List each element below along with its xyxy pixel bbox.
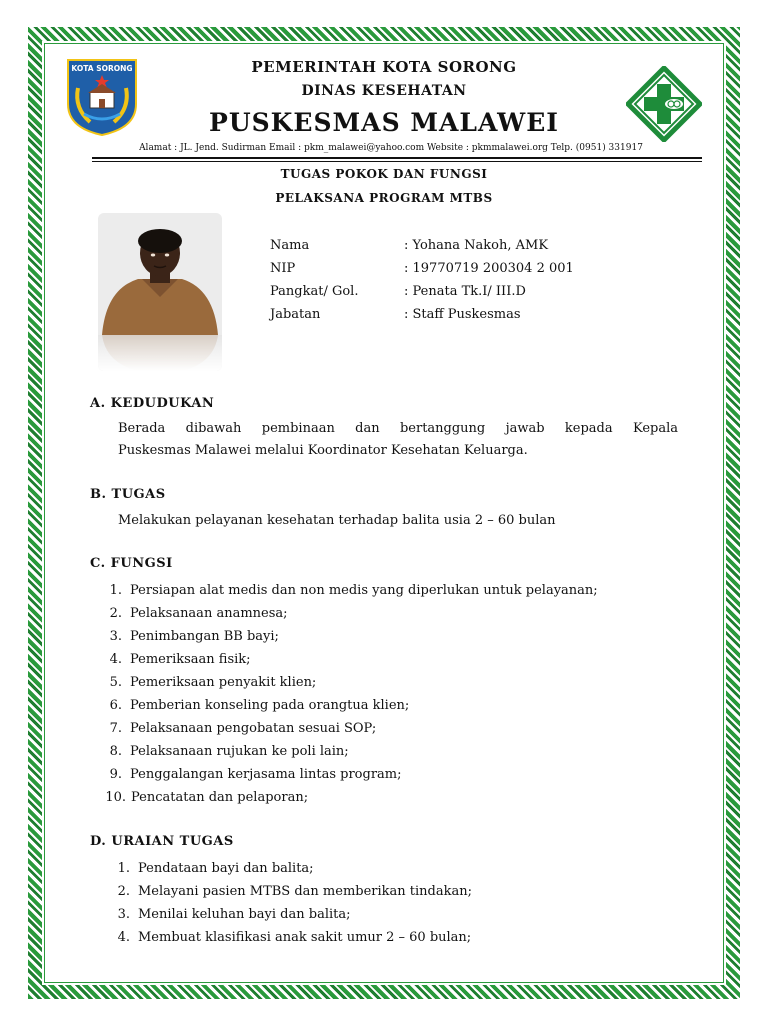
- document-subtitle: PELAKSANA PROGRAM MTBS: [275, 191, 493, 205]
- list-text: Pemeriksaan penyakit klien;: [130, 675, 317, 690]
- uraian-tugas-list: [108, 857, 472, 949]
- list-text: Melayani pasien MTBS dan memberikan tindakan;: [138, 884, 472, 899]
- list-number: 1.: [109, 583, 122, 598]
- list-item: [100, 740, 598, 763]
- fungsi-list: [100, 579, 598, 809]
- header-government: PEMERINTAH KOTA SORONG: [251, 58, 517, 76]
- list-number: 4.: [109, 652, 122, 667]
- info-row-pangkat: [270, 280, 574, 303]
- list-text: Pelaksanaan anamnesa;: [130, 606, 288, 621]
- section-heading-tugas: B. TUGAS: [90, 487, 166, 502]
- list-item: [100, 763, 598, 786]
- info-row-nama: [270, 234, 574, 257]
- header-puskesmas-name: PUSKESMAS MALAWEI: [209, 108, 559, 137]
- list-number: 8.: [109, 744, 122, 759]
- section-heading-uraian-tugas: D. URAIAN TUGAS: [90, 834, 234, 849]
- list-number: 5.: [109, 675, 122, 690]
- list-text: Penimbangan BB bayi;: [130, 629, 279, 644]
- list-number: 10.: [105, 790, 126, 805]
- list-number: 4.: [117, 930, 130, 945]
- paragraph-line: Berada dibawah pembinaan dan bertanggung jawab kepada Kepala: [118, 421, 678, 436]
- list-text: Pelaksanaan pengobatan sesuai SOP;: [130, 721, 377, 736]
- list-number: 7.: [109, 721, 122, 736]
- section-heading-fungsi: C. FUNGSI: [90, 556, 173, 571]
- info-value: : 19770719 200304 2 001: [404, 261, 574, 276]
- list-item: [100, 694, 598, 717]
- section-kedudukan-text: [118, 418, 678, 462]
- list-number: 6.: [109, 698, 122, 713]
- list-text: Pencatatan dan pelaporan;: [131, 790, 309, 805]
- list-number: 2.: [117, 884, 130, 899]
- document-title: TUGAS POKOK DAN FUNGSI: [280, 167, 488, 181]
- header-address: Alamat : JL. Jend. Sudirman Email : pkm_malawei@yahoo.com Website : pkmmalawei.org Telp. (0951) 331917: [139, 143, 643, 153]
- list-item: [100, 602, 598, 625]
- list-item: [108, 857, 472, 880]
- list-item: [100, 671, 598, 694]
- list-text: Pelaksanaan rujukan ke poli lain;: [130, 744, 349, 759]
- list-number: 2.: [109, 606, 122, 621]
- list-number: 1.: [117, 861, 130, 876]
- info-label: NIP: [270, 261, 296, 276]
- staff-info-table: [270, 234, 574, 326]
- list-item: [108, 903, 472, 926]
- list-text: Menilai keluhan bayi dan balita;: [138, 907, 351, 922]
- info-value: : Yohana Nakoh, AMK: [404, 238, 549, 253]
- staff-photo: [98, 213, 222, 371]
- crest-text: KOTA SORONG: [71, 64, 133, 73]
- list-text: Pendataan bayi dan balita;: [138, 861, 314, 876]
- info-label: Jabatan: [270, 307, 321, 322]
- paragraph-line: Puskesmas Malawei melalui Koordinator Kesehatan Keluarga.: [118, 443, 528, 458]
- info-label: Pangkat/ Gol.: [270, 284, 359, 299]
- info-value: : Staff Puskesmas: [404, 307, 521, 322]
- paragraph-line: Melakukan pelayanan kesehatan terhadap balita usia 2 – 60 bulan: [118, 513, 556, 528]
- list-item: [100, 717, 598, 740]
- info-label: Nama: [270, 238, 310, 253]
- list-item: [100, 648, 598, 671]
- list-text: Pemberian konseling pada orangtua klien;: [130, 698, 410, 713]
- list-item: [100, 786, 598, 809]
- list-text: Penggalangan kerjasama lintas program;: [130, 767, 402, 782]
- list-number: 3.: [109, 629, 122, 644]
- list-text: Persiapan alat medis dan non medis yang diperlukan untuk pelayanan;: [130, 583, 598, 598]
- section-tugas-text: [118, 510, 678, 532]
- list-text: Pemeriksaan fisik;: [130, 652, 251, 667]
- puskesmas-logo: [626, 66, 702, 142]
- info-row-nip: [270, 257, 574, 280]
- header-divider-thin: [92, 161, 702, 162]
- kota-sorong-crest-logo: [64, 58, 140, 136]
- section-heading-kedudukan: A. KEDUDUKAN: [90, 396, 215, 411]
- list-number: 9.: [109, 767, 122, 782]
- list-text: Membuat klasifikasi anak sakit umur 2 – 60 bulan;: [138, 930, 472, 945]
- list-item: [100, 579, 598, 602]
- info-value: : Penata Tk.I/ III.D: [404, 284, 526, 299]
- header-department: DINAS KESEHATAN: [301, 83, 467, 99]
- header-divider-thick: [92, 157, 702, 159]
- list-number: 3.: [117, 907, 130, 922]
- list-item: [100, 625, 598, 648]
- info-row-jabatan: [270, 303, 574, 326]
- list-item: [108, 880, 472, 903]
- list-item: [108, 926, 472, 949]
